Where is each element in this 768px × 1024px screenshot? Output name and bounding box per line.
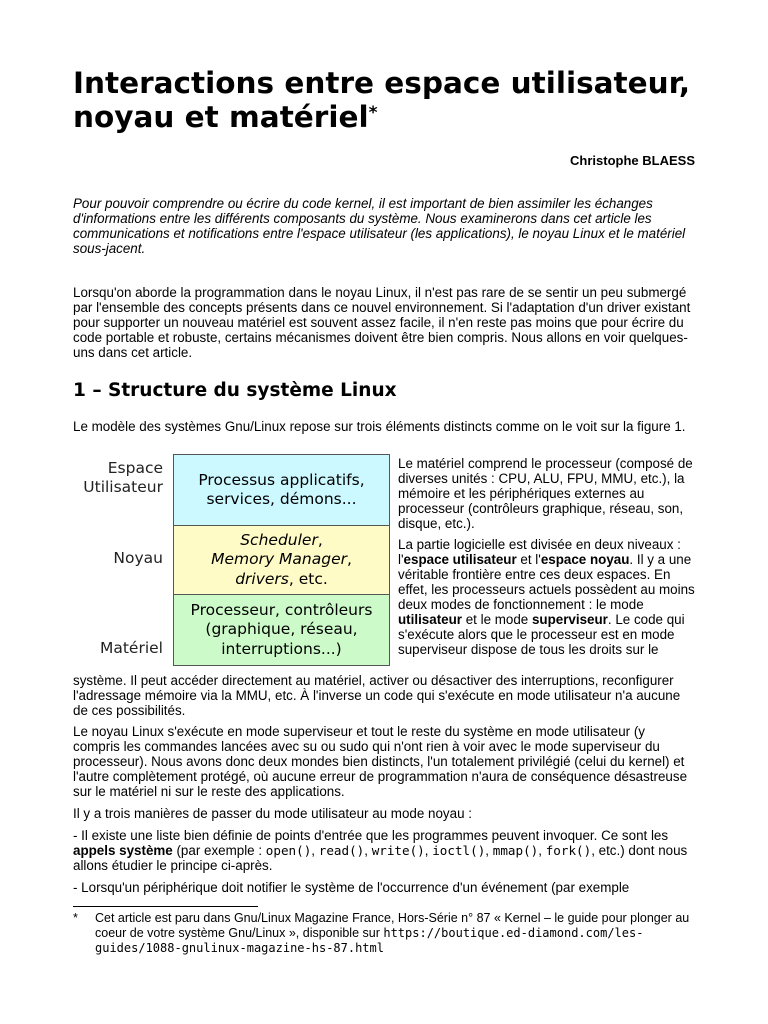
p5-sep-1: ,	[311, 843, 319, 858]
box-kernel-line1	[174, 531, 389, 551]
drivers-text: drivers	[235, 569, 289, 588]
box-kernel-line3	[174, 570, 389, 590]
box-hw-line1: Processeur, contrôleurs	[190, 600, 373, 619]
label-kernel: Noyau	[113, 549, 163, 567]
footnote-divider	[73, 906, 258, 907]
box-user-line2: services, démons...	[206, 490, 357, 508]
paragraph-supervisor-continued: système. Il peut accéder directement au matériel, activer ou désactiver des interruptions, reconfigurer l'adressage mémoire via la MMU, etc. À l'inverse un code qui s'exécute en mode utilisateur n'a aucune de ces possibilités.	[73, 673, 681, 718]
paragraph-model: Le modèle des systèmes Gnu/Linux repose sur trois éléments distincts comme on le voit sur la figure 1.	[73, 419, 686, 434]
box-hw-line2: (graphique, réseau,	[205, 620, 358, 639]
footnote	[95, 911, 695, 956]
side2-text-5: . Le code qui s'exécute alors que le processeur est en mode superviseur dispose de tous les droits sur le	[398, 612, 685, 657]
title-text: Interactions entre espace utilisateur, noyau et matériel	[73, 66, 691, 134]
p5-sep-3: ,	[424, 843, 433, 858]
p5-sep-5: ,	[538, 843, 546, 858]
footnote-text: Cet article est paru dans Gnu/Linux Magazine France, Hors-Série n° 87 « Kernel – le guide pour plonger au coeur de votre système Gnu/Linux », disponible sur	[95, 911, 690, 940]
memory-manager-text: Memory Manager	[211, 550, 347, 569]
term-kernel-space: espace noyau	[540, 552, 630, 567]
code-read: read()	[318, 843, 365, 858]
side2-text-2: et l'	[516, 552, 541, 567]
box-kernel-line3-tail: , etc.	[288, 569, 328, 588]
author: Christophe BLAESS	[570, 153, 695, 168]
paragraph-hardware: Le matériel comprend le processeur (composé de diverses unités : CPU, ALU, FPU, MMU, etc.), la mémoire et les périphériques externes au processeur (contrôleurs graphique, réseau, son, disque, etc.).	[398, 456, 693, 531]
figure-1-architecture	[73, 454, 393, 666]
label-hardware: Matériel	[99, 639, 163, 657]
p5-text-2: (par exemple :	[172, 843, 266, 858]
label-user-space	[73, 459, 163, 497]
code-mmap: mmap()	[492, 843, 539, 858]
side2-text-3: . Il y a une véritable frontière entre ces deux espaces. En effet, les processeurs actuels possèdent au moins deux modes de fonctionnement : le mode	[398, 552, 695, 612]
label-user-space-line1: Espace	[107, 459, 163, 477]
box-user-processes	[173, 454, 390, 526]
box-kernel-components	[173, 525, 390, 595]
term-user-mode: utilisateur	[398, 612, 462, 627]
p5-text-3: , etc.) dont nous allons étudier le principe ci-après.	[73, 843, 688, 873]
footnote-marker: *	[368, 103, 378, 123]
footnote-link[interactable]: https://boutique.ed-diamond.com/les-guides/1088-gnulinux-magazine-hs-87.html	[95, 926, 644, 955]
code-ioctl: ioctl()	[432, 843, 486, 858]
p5-sep-2: ,	[364, 843, 372, 858]
list-item-system-calls	[73, 828, 695, 873]
code-fork: fork()	[545, 843, 592, 858]
term-supervisor-mode: superviseur	[531, 612, 608, 627]
scheduler-text: Scheduler	[240, 530, 318, 549]
box-kernel-line1-tail: ,	[317, 530, 323, 549]
p5-sep-4: ,	[485, 843, 493, 858]
code-write: write()	[371, 843, 425, 858]
paragraph-software-levels	[398, 537, 696, 657]
term-system-calls: appels système	[73, 843, 173, 858]
box-hardware	[173, 594, 390, 666]
paragraph-three-ways: Il y a trois manières de passer du mode utilisateur au mode noyau :	[73, 806, 472, 821]
footnote-mark: *	[73, 911, 78, 925]
term-user-space: espace utilisateur	[403, 552, 517, 567]
intro-paragraph: Lorsqu'on aborde la programmation dans le noyau Linux, il n'est pas rare de se sentir un peu submergé par l'ensemble des concepts présents dans ce nouvel environnement. Si l'adaptation d'un driver existant pour supporter un nouveau matériel est souvent assez facile, il n'en reste pas moins que pour écrire du code portable et robuste, certains mécanismes doivent être bien compris. Nous allons en voir quelques-uns dans cet article.	[73, 285, 691, 360]
label-user-space-line2: Utilisateur	[83, 478, 163, 496]
paragraph-kernel-mode: Le noyau Linux s'exécute en mode superviseur et tout le reste du système en mode utilisateur (y compris les commandes lancées avec su ou sudo qui n'ont rien à voir avec le mode superviseur du processeur). Nous avons donc deux mondes bien distincts, l'un totalement privilégié (celui du kernel) et l'autre complètement protégé, où aucune erreur de programmation n'aura de conséquence désastreuse sur le matériel ni sur le reste des applications.	[73, 724, 688, 799]
page-title	[73, 66, 713, 134]
side2-text-1: La partie logicielle est divisée en deux niveaux : l'	[398, 537, 681, 567]
box-kernel-line2	[174, 550, 389, 570]
box-kernel-line2-tail: ,	[346, 550, 352, 569]
section-heading: 1 – Structure du système Linux	[73, 380, 397, 401]
box-hw-line3: interruptions...)	[221, 639, 342, 658]
box-user-line1: Processus applicatifs,	[198, 470, 365, 489]
p5-text-1: - Il existe une liste bien définie de points d'entrée que les programmes peuvent invoquer. Ce sont les	[73, 828, 669, 843]
code-open: open()	[265, 843, 312, 858]
side2-text-4: et le mode	[462, 612, 532, 627]
list-item-device-notify: - Lorsqu'un périphérique doit notifier le système de l'occurrence d'un événement (par exemple	[73, 880, 630, 895]
abstract: Pour pouvoir comprendre ou écrire du code kernel, il est important de bien assimiler les échanges d'informations entre les différents composants du système. Nous examinerons dans cet article les communications et notifications entre l'espace utilisateur (les applications), le noyau Linux et le matériel sous-jacent.	[73, 196, 686, 256]
